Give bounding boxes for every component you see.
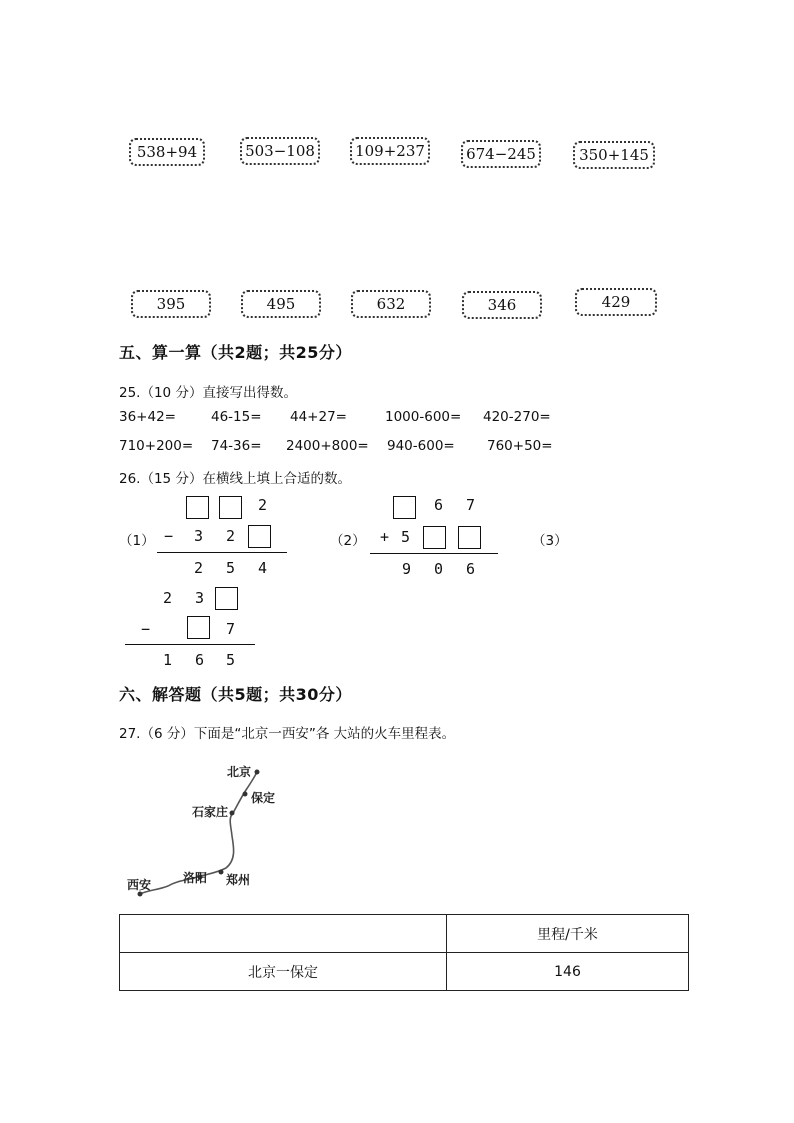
calc-item: 74-36= (211, 438, 262, 454)
calc-item: 710+200= (119, 438, 194, 454)
answer-box[interactable] (219, 496, 242, 519)
section-6-title: 六、解答题（共5题；共30分） (119, 685, 352, 704)
city-label: 西安 (127, 878, 152, 892)
answer-card-4: 346 (462, 291, 542, 319)
answer-card-1: 395 (131, 290, 211, 318)
answer-box[interactable] (248, 525, 271, 548)
city-label: 郑州 (226, 873, 251, 887)
digit: 5 (401, 528, 411, 546)
station-dot (219, 870, 224, 875)
digit: 7 (226, 620, 236, 638)
digit: 6 (466, 560, 476, 578)
answer-box[interactable] (187, 616, 210, 639)
table-row (120, 953, 689, 991)
answer-box[interactable] (458, 526, 481, 549)
expr-card-5: 350+145 (573, 141, 655, 169)
answer-card-2: 495 (241, 290, 321, 318)
digit: 6 (434, 496, 444, 514)
operator-plus: + (380, 528, 390, 546)
answer-box[interactable] (423, 526, 446, 549)
calc-item: 36+42= (119, 409, 176, 425)
answer-card-3: 632 (351, 290, 431, 318)
table-cell: 北京一保定 (120, 953, 447, 991)
digit: 9 (402, 560, 412, 578)
station-dot (230, 811, 235, 816)
operator-minus: − (141, 620, 151, 638)
digit: 2 (163, 589, 173, 607)
mileage-table (119, 914, 689, 991)
digit: 3 (195, 589, 205, 607)
p1-label: （1） (119, 533, 155, 549)
sum-line (370, 553, 498, 554)
station-dot (243, 792, 248, 797)
p3-label: （3） (532, 533, 568, 549)
sum-line (157, 552, 287, 553)
city-label: 洛阳 (183, 871, 208, 885)
digit: 5 (226, 651, 236, 669)
section-5-title: 五、算一算（共2题；共25分） (119, 343, 352, 362)
digit: 5 (226, 559, 236, 577)
answer-box[interactable] (186, 496, 209, 519)
digit: 2 (258, 496, 268, 514)
digit: 1 (163, 651, 173, 669)
table-header-cell (120, 915, 447, 953)
q26-title: 26.（15 分）在横线上填上合适的数。 (119, 471, 351, 487)
q25-title: 25.（10 分）直接写出得数。 (119, 385, 297, 401)
digit: 7 (466, 496, 476, 514)
calc-item: 1000-600= (385, 409, 462, 425)
digit: 6 (195, 651, 205, 669)
station-dot (255, 770, 260, 775)
city-label: 北京 (227, 765, 252, 779)
calc-item: 940-600= (387, 438, 455, 454)
sum-line (125, 644, 255, 645)
calc-item: 2400+800= (286, 438, 369, 454)
p2-label: （2） (330, 533, 366, 549)
digit: 2 (194, 559, 204, 577)
answer-card-5: 429 (575, 288, 657, 316)
calc-item: 420-270= (483, 409, 551, 425)
calc-item: 44+27= (290, 409, 347, 425)
operator-minus: − (164, 527, 174, 545)
digit: 3 (194, 527, 204, 545)
table-header-cell: 里程/千米 (447, 915, 689, 953)
calc-item: 46-15= (211, 409, 262, 425)
answer-box[interactable] (393, 496, 416, 519)
railway-map (118, 756, 288, 901)
digit: 0 (434, 560, 444, 578)
expr-card-1: 538+94 (129, 138, 205, 166)
q27-title: 27.（6 分）下面是“北京一西安”各 大站的火车里程表。 (119, 726, 456, 742)
calc-item: 760+50= (487, 438, 553, 454)
table-cell: 146 (447, 953, 689, 991)
digit: 2 (226, 527, 236, 545)
station-dot (138, 892, 143, 897)
answer-box[interactable] (215, 587, 238, 610)
city-label: 石家庄 (192, 805, 229, 819)
city-label: 保定 (251, 791, 276, 805)
expr-card-4: 674−245 (461, 140, 541, 168)
expr-card-2: 503−108 (240, 137, 320, 165)
table-header-row (120, 915, 689, 953)
digit: 4 (258, 559, 268, 577)
expr-card-3: 109+237 (350, 137, 430, 165)
